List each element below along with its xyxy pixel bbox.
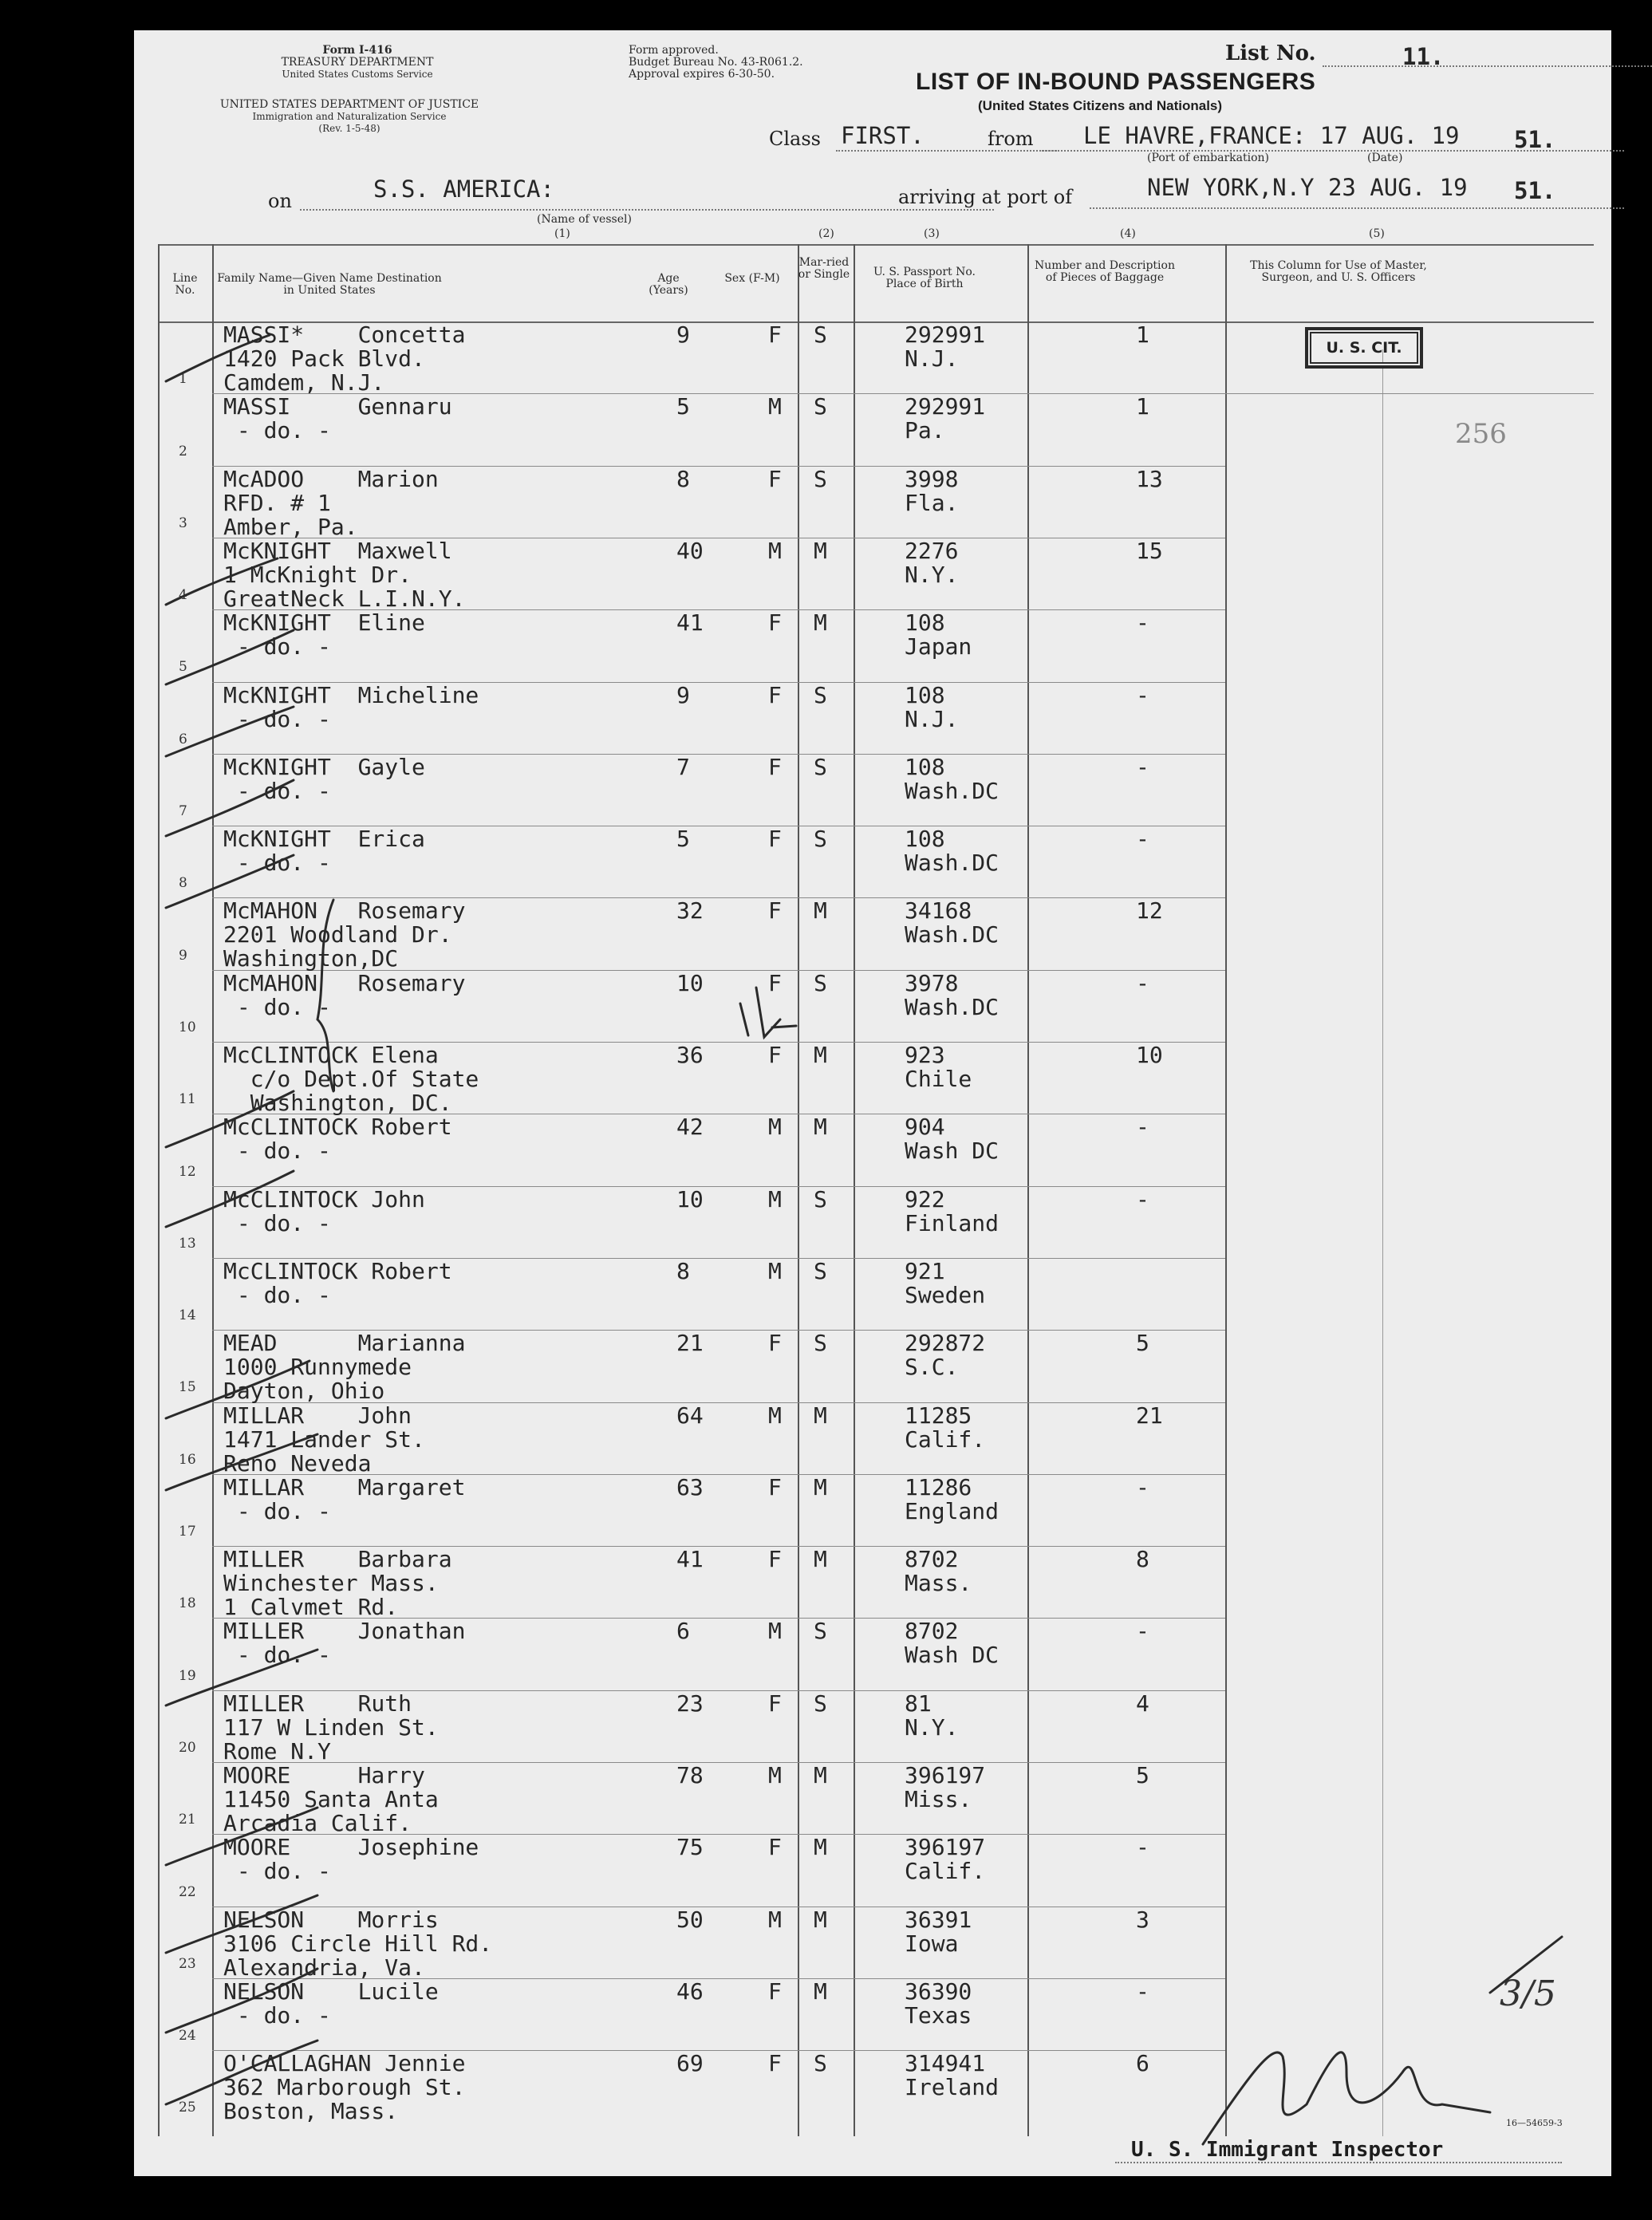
passport-birthplace: 108 Wash.DC bbox=[905, 826, 999, 877]
passport-birthplace: 36391 Iowa bbox=[905, 1906, 972, 1957]
column-caption-1: (1) bbox=[554, 227, 570, 240]
passenger-sex: F bbox=[768, 1546, 782, 1573]
from-label: from bbox=[988, 128, 1034, 150]
passenger-sex: F bbox=[768, 465, 782, 492]
line-number: 13 bbox=[179, 1235, 196, 1252]
baggage-count: - bbox=[1136, 753, 1149, 780]
table-row bbox=[134, 1042, 1611, 1114]
table-row bbox=[134, 1690, 1611, 1765]
passport-birthplace: 108 Japan bbox=[905, 609, 972, 660]
passenger-age: 7 bbox=[676, 753, 690, 780]
passport-birthplace: 34168 Wash.DC bbox=[905, 897, 999, 948]
table-row bbox=[134, 1402, 1611, 1477]
column-caption-5: (5) bbox=[1369, 227, 1385, 240]
header-married: Mar-ried or Single bbox=[798, 256, 850, 281]
header-name: Family Name—Given Name Destination in United States bbox=[217, 272, 442, 297]
passenger-sex: F bbox=[768, 1690, 782, 1717]
baggage-count: - bbox=[1136, 1834, 1149, 1861]
passenger-sex: F bbox=[768, 321, 782, 348]
line-number: 11 bbox=[179, 1091, 196, 1108]
margin-note: 3/5 bbox=[1500, 1974, 1556, 2014]
passenger-name-destination: MILLER Barbara Winchester Mass. 1 Calvmet Rd. bbox=[223, 1546, 452, 1621]
passport-birthplace: 292991 Pa. bbox=[905, 393, 986, 444]
table-row bbox=[134, 609, 1611, 681]
passenger-age: 23 bbox=[676, 1690, 704, 1717]
line-number: 2 bbox=[179, 443, 187, 459]
passenger-sex: F bbox=[768, 1473, 782, 1500]
passport-birthplace: 292991 N.J. bbox=[905, 321, 986, 372]
list-number-label: List No. bbox=[1225, 41, 1316, 65]
passenger-marital-status: S bbox=[814, 1330, 827, 1357]
vessel-caption: (Name of vessel) bbox=[537, 213, 632, 226]
line-number: 15 bbox=[179, 1379, 196, 1396]
passport-birthplace: 292872 S.C. bbox=[905, 1330, 986, 1381]
line-number: 1 bbox=[179, 371, 187, 388]
table-row bbox=[134, 682, 1611, 754]
customs-service: United States Customs Service bbox=[282, 69, 433, 80]
passenger-sex: F bbox=[768, 969, 782, 996]
passenger-marital-status: S bbox=[814, 681, 827, 708]
treasury-department: TREASURY DEPARTMENT bbox=[281, 56, 434, 69]
line-number: 3 bbox=[179, 515, 187, 531]
baggage-count: - bbox=[1136, 1114, 1149, 1141]
baggage-count: - bbox=[1136, 1473, 1149, 1500]
passport-birthplace: 3998 Fla. bbox=[905, 465, 959, 516]
table-row bbox=[134, 1258, 1611, 1330]
form-number: Form I-416 bbox=[322, 44, 392, 57]
passenger-marital-status: M bbox=[814, 609, 827, 637]
baggage-count: 1 bbox=[1136, 393, 1149, 420]
page-title: LIST OF IN-BOUND PASSENGERS bbox=[916, 69, 1316, 95]
passenger-age: 10 bbox=[676, 969, 704, 996]
baggage-count: 13 bbox=[1136, 465, 1163, 492]
passenger-age: 5 bbox=[676, 826, 690, 853]
passenger-age: 78 bbox=[676, 1762, 704, 1788]
table-row bbox=[134, 466, 1611, 538]
baggage-count: - bbox=[1136, 1185, 1149, 1213]
page-subtitle: (United States Citizens and Nationals) bbox=[978, 98, 1223, 113]
baggage-count: - bbox=[1136, 826, 1149, 853]
table-row bbox=[134, 1114, 1611, 1185]
passport-birthplace: 923 Chile bbox=[905, 1042, 972, 1092]
passenger-sex: F bbox=[768, 1977, 782, 2005]
form-identification bbox=[262, 45, 453, 81]
table-row bbox=[134, 826, 1611, 897]
passenger-age: 41 bbox=[676, 1546, 704, 1573]
passenger-marital-status: S bbox=[814, 465, 827, 492]
header-sex: Sex (F-M) bbox=[724, 272, 780, 285]
passenger-age: 41 bbox=[676, 609, 704, 637]
line-number: 18 bbox=[179, 1595, 196, 1612]
passenger-sex: M bbox=[768, 1618, 782, 1645]
passenger-age: 8 bbox=[676, 465, 690, 492]
passenger-age: 10 bbox=[676, 1185, 704, 1213]
passenger-sex: F bbox=[768, 1330, 782, 1357]
line-number: 20 bbox=[179, 1739, 196, 1756]
table-row bbox=[134, 1546, 1611, 1621]
line-number: 10 bbox=[179, 1019, 196, 1035]
passenger-marital-status: S bbox=[814, 1257, 827, 1284]
line-number: 16 bbox=[179, 1451, 196, 1468]
arrival-line bbox=[1090, 207, 1624, 209]
passenger-marital-status: M bbox=[814, 1834, 827, 1861]
header-officers: This Column for Use of Master, Surgeon, and U. S. Officers bbox=[1250, 259, 1427, 284]
passenger-marital-status: M bbox=[814, 1042, 827, 1068]
port-caption: (Port of embarkation) bbox=[1147, 152, 1269, 164]
column-caption-3: (3) bbox=[924, 227, 940, 240]
line-number: 6 bbox=[179, 731, 187, 747]
passenger-marital-status: S bbox=[814, 753, 827, 780]
passenger-sex: M bbox=[768, 1906, 782, 1933]
passenger-name-destination: McMAHON Rosemary 2201 Woodland Dr. Washington,DC bbox=[223, 897, 466, 972]
passenger-marital-status: M bbox=[814, 1762, 827, 1788]
table-row bbox=[134, 1330, 1611, 1405]
baggage-count: 12 bbox=[1136, 897, 1163, 925]
vessel-name: S.S. AMERICA: bbox=[373, 175, 554, 203]
passenger-sex: M bbox=[768, 1402, 782, 1429]
arrival-value: NEW YORK,N.Y 23 AUG. 19 bbox=[1147, 174, 1468, 201]
passenger-age: 46 bbox=[676, 1977, 704, 2005]
passenger-age: 63 bbox=[676, 1473, 704, 1500]
table-row bbox=[134, 970, 1611, 1042]
passenger-name-destination: McCLINTOCK Robert - do. - bbox=[223, 1114, 452, 1165]
passport-birthplace: 11286 England bbox=[905, 1473, 999, 1524]
baggage-count: 5 bbox=[1136, 1762, 1149, 1788]
passport-birthplace: 396197 Calif. bbox=[905, 1834, 986, 1885]
line-number: 9 bbox=[179, 947, 187, 964]
line-number: 5 bbox=[179, 659, 187, 676]
passport-birthplace: 8702 Mass. bbox=[905, 1546, 972, 1597]
immigration-service: Immigration and Naturalization Service bbox=[252, 111, 447, 122]
passenger-sex: F bbox=[768, 2050, 782, 2077]
date-caption: (Date) bbox=[1367, 152, 1403, 164]
passenger-name-destination: McKNIGHT Eline - do. - bbox=[223, 609, 425, 660]
baggage-count: 6 bbox=[1136, 2050, 1149, 2077]
class-value: FIRST. bbox=[841, 122, 925, 149]
baggage-count: 8 bbox=[1136, 1546, 1149, 1573]
form-approval bbox=[629, 45, 804, 81]
table-row bbox=[134, 537, 1611, 612]
baggage-count: 1 bbox=[1136, 321, 1149, 348]
line-number: 23 bbox=[179, 1955, 196, 1972]
list-number-value: 11. bbox=[1402, 43, 1445, 70]
approval-line-3: Approval expires 6-30-50. bbox=[629, 68, 775, 81]
line-number: 22 bbox=[179, 1883, 196, 1900]
embarkation-value: LE HAVRE,FRANCE: 17 AUG. 19 bbox=[1083, 122, 1460, 149]
side-number: 256 bbox=[1455, 418, 1507, 450]
manifest-page bbox=[134, 30, 1611, 2176]
passenger-age: 9 bbox=[676, 681, 690, 708]
list-number-line bbox=[1323, 65, 1652, 67]
passenger-name-destination: MOORE Harry 11450 Santa Anta Arcadia Calif. bbox=[223, 1762, 439, 1836]
passenger-age: 5 bbox=[676, 393, 690, 420]
passenger-marital-status: S bbox=[814, 393, 827, 420]
passenger-marital-status: M bbox=[814, 897, 827, 925]
passenger-name-destination: McKNIGHT Erica - do. - bbox=[223, 826, 425, 877]
passenger-name-destination: NELSON Lucile - do. - bbox=[223, 1977, 439, 2029]
passenger-age: 6 bbox=[676, 1618, 690, 1645]
line-number: 25 bbox=[179, 2100, 196, 2116]
baggage-count: 4 bbox=[1136, 1690, 1149, 1717]
table-row bbox=[134, 1618, 1611, 1690]
header-passport: U. S. Passport No. Place of Birth bbox=[873, 266, 976, 290]
passenger-name-destination: McKNIGHT Micheline - do. - bbox=[223, 681, 479, 732]
line-number: 14 bbox=[179, 1307, 196, 1324]
passenger-name-destination: MILLER Ruth 117 W Linden St. Rome N.Y bbox=[223, 1690, 439, 1765]
table-row bbox=[134, 1474, 1611, 1546]
passport-birthplace: 11285 Calif. bbox=[905, 1402, 986, 1453]
arrival-year: 51. bbox=[1514, 177, 1556, 204]
baggage-count: 21 bbox=[1136, 1402, 1163, 1429]
passenger-name-destination: McKNIGHT Gayle - do. - bbox=[223, 753, 425, 804]
line-number: 19 bbox=[179, 1667, 196, 1684]
table-row bbox=[134, 1834, 1611, 1906]
baggage-count: 15 bbox=[1136, 537, 1163, 564]
line-number: 24 bbox=[179, 2028, 196, 2045]
passport-birthplace: 3978 Wash.DC bbox=[905, 969, 999, 1020]
table-row bbox=[134, 1762, 1611, 1834]
justice-department-block bbox=[214, 99, 485, 135]
line-number: 8 bbox=[179, 875, 187, 892]
passenger-sex: M bbox=[768, 1114, 782, 1141]
passenger-name-destination: McCLINTOCK John - do. - bbox=[223, 1185, 425, 1236]
baggage-count: - bbox=[1136, 609, 1149, 637]
header-line-no: Line No. bbox=[172, 272, 198, 297]
passenger-age: 21 bbox=[676, 1330, 704, 1357]
table-row bbox=[134, 393, 1611, 465]
passenger-marital-status: S bbox=[814, 969, 827, 996]
passenger-sex: F bbox=[768, 897, 782, 925]
table-row bbox=[134, 1186, 1611, 1258]
baggage-count: 5 bbox=[1136, 1330, 1149, 1357]
passenger-name-destination: MOORE Josephine - do. - bbox=[223, 1834, 479, 1885]
passenger-name-destination: MILLAR John 1471 Lander St. Reno Neveda bbox=[223, 1402, 425, 1477]
passenger-sex: F bbox=[768, 826, 782, 853]
inspector-signature-line bbox=[1115, 2162, 1562, 2163]
passenger-sex: F bbox=[768, 753, 782, 780]
passenger-marital-status: S bbox=[814, 1618, 827, 1645]
approval-line-2: Budget Bureau No. 43-R061.2. bbox=[629, 56, 803, 69]
passenger-name-destination: O'CALLAGHAN Jennie 362 Marborough St. Boston, Mass. bbox=[223, 2050, 466, 2125]
on-label: on bbox=[268, 190, 292, 212]
column-caption-4: (4) bbox=[1120, 227, 1136, 240]
justice-department: UNITED STATES DEPARTMENT OF JUSTICE bbox=[219, 98, 479, 111]
passenger-sex: F bbox=[768, 1042, 782, 1068]
inspector-title: U. S. Immigrant Inspector bbox=[1131, 2138, 1444, 2162]
passenger-marital-status: M bbox=[814, 1906, 827, 1933]
table-row bbox=[134, 1906, 1611, 1981]
vessel-line bbox=[300, 209, 994, 211]
baggage-count: - bbox=[1136, 1977, 1149, 2005]
approval-line-1: Form approved. bbox=[629, 44, 719, 57]
passport-birthplace: 904 Wash DC bbox=[905, 1114, 999, 1165]
baggage-count: - bbox=[1136, 1618, 1149, 1645]
passenger-sex: M bbox=[768, 1762, 782, 1788]
passenger-name-destination: MILLER Jonathan - do. - bbox=[223, 1618, 466, 1669]
passenger-marital-status: S bbox=[814, 826, 827, 853]
line-number: 21 bbox=[179, 1812, 196, 1828]
passport-birthplace: 396197 Miss. bbox=[905, 1762, 986, 1812]
line-number: 12 bbox=[179, 1163, 196, 1180]
passenger-age: 69 bbox=[676, 2050, 704, 2077]
header-baggage: Number and Description of Pieces of Baggage bbox=[1035, 259, 1175, 284]
passport-birthplace: 314941 Ireland bbox=[905, 2050, 999, 2101]
class-label: Class bbox=[769, 128, 821, 150]
passenger-marital-status: S bbox=[814, 2050, 827, 2077]
passenger-sex: F bbox=[768, 1834, 782, 1861]
passenger-marital-status: M bbox=[814, 1977, 827, 2005]
passenger-name-destination: McCLINTOCK Robert - do. - bbox=[223, 1257, 452, 1308]
passport-birthplace: 8702 Wash DC bbox=[905, 1618, 999, 1669]
table-row bbox=[134, 897, 1611, 972]
passenger-marital-status: M bbox=[814, 1114, 827, 1141]
passenger-name-destination: McCLINTOCK Elena c/o Dept.Of State Washington, DC. bbox=[223, 1042, 479, 1116]
passenger-age: 75 bbox=[676, 1834, 704, 1861]
passenger-name-destination: MASSI Gennaru - do. - bbox=[223, 393, 452, 444]
passenger-marital-status: S bbox=[814, 1185, 827, 1213]
baggage-count: - bbox=[1136, 681, 1149, 708]
passenger-age: 8 bbox=[676, 1257, 690, 1284]
passenger-sex: M bbox=[768, 1185, 782, 1213]
table-top-border bbox=[158, 244, 1594, 246]
passenger-name-destination: NELSON Morris 3106 Circle Hill Rd. Alexandria, Va. bbox=[223, 1906, 493, 1981]
passenger-age: 32 bbox=[676, 897, 704, 925]
passenger-sex: F bbox=[768, 681, 782, 708]
passenger-age: 36 bbox=[676, 1042, 704, 1068]
passenger-age: 50 bbox=[676, 1906, 704, 1933]
passport-birthplace: 81 N.Y. bbox=[905, 1690, 959, 1741]
table-row bbox=[134, 1978, 1611, 2050]
line-number: 7 bbox=[179, 803, 187, 820]
passport-birthplace: 108 N.J. bbox=[905, 681, 959, 732]
passport-birthplace: 2276 N.Y. bbox=[905, 537, 959, 588]
passenger-marital-status: M bbox=[814, 537, 827, 564]
passenger-name-destination: MASSI* Concetta 1420 Pack Blvd. Camdem, N.J. bbox=[223, 321, 466, 396]
header-age: Age (Years) bbox=[649, 272, 688, 297]
passport-birthplace: 921 Sweden bbox=[905, 1257, 986, 1308]
passenger-marital-status: M bbox=[814, 1473, 827, 1500]
passenger-name-destination: MILLAR Margaret - do. - bbox=[223, 1473, 466, 1524]
passenger-marital-status: M bbox=[814, 1546, 827, 1573]
passport-birthplace: 922 Finland bbox=[905, 1185, 999, 1236]
form-revision: (Rev. 1-5-48) bbox=[318, 123, 380, 134]
passenger-age: 9 bbox=[676, 321, 690, 348]
passenger-name-destination: McKNIGHT Maxwell 1 McKnight Dr. GreatNeck L.I.N.Y. bbox=[223, 537, 466, 612]
baggage-count: 3 bbox=[1136, 1906, 1149, 1933]
print-code: 16—54659-3 bbox=[1506, 2118, 1563, 2128]
passport-birthplace: 108 Wash.DC bbox=[905, 753, 999, 804]
table-row bbox=[134, 754, 1611, 826]
passenger-sex: F bbox=[768, 609, 782, 637]
passenger-marital-status: S bbox=[814, 321, 827, 348]
embarkation-year: 51. bbox=[1514, 126, 1556, 153]
baggage-count: 10 bbox=[1136, 1042, 1163, 1068]
class-line bbox=[836, 150, 1059, 152]
passenger-name-destination: McMAHON Rosemary - do. - bbox=[223, 969, 466, 1020]
passenger-age: 64 bbox=[676, 1402, 704, 1429]
passenger-marital-status: S bbox=[814, 1690, 827, 1717]
passenger-marital-status: M bbox=[814, 1402, 827, 1429]
passenger-sex: M bbox=[768, 537, 782, 564]
passenger-name-destination: MEAD Marianna 1000 Runnymede Dayton, Ohio bbox=[223, 1330, 466, 1405]
passport-birthplace: 36390 Texas bbox=[905, 1977, 972, 2029]
passenger-sex: M bbox=[768, 393, 782, 420]
passenger-name-destination: McADOO Marion RFD. # 1 Amber, Pa. bbox=[223, 465, 439, 540]
us-citizen-stamp: U. S. CIT. bbox=[1305, 327, 1423, 369]
passenger-age: 40 bbox=[676, 537, 704, 564]
column-caption-2: (2) bbox=[818, 227, 834, 240]
line-number: 4 bbox=[179, 587, 187, 604]
passenger-sex: M bbox=[768, 1257, 782, 1284]
arriving-label: arriving at port of bbox=[898, 186, 1073, 208]
line-number: 17 bbox=[179, 1524, 196, 1540]
baggage-count: - bbox=[1136, 969, 1149, 996]
passenger-age: 42 bbox=[676, 1114, 704, 1141]
